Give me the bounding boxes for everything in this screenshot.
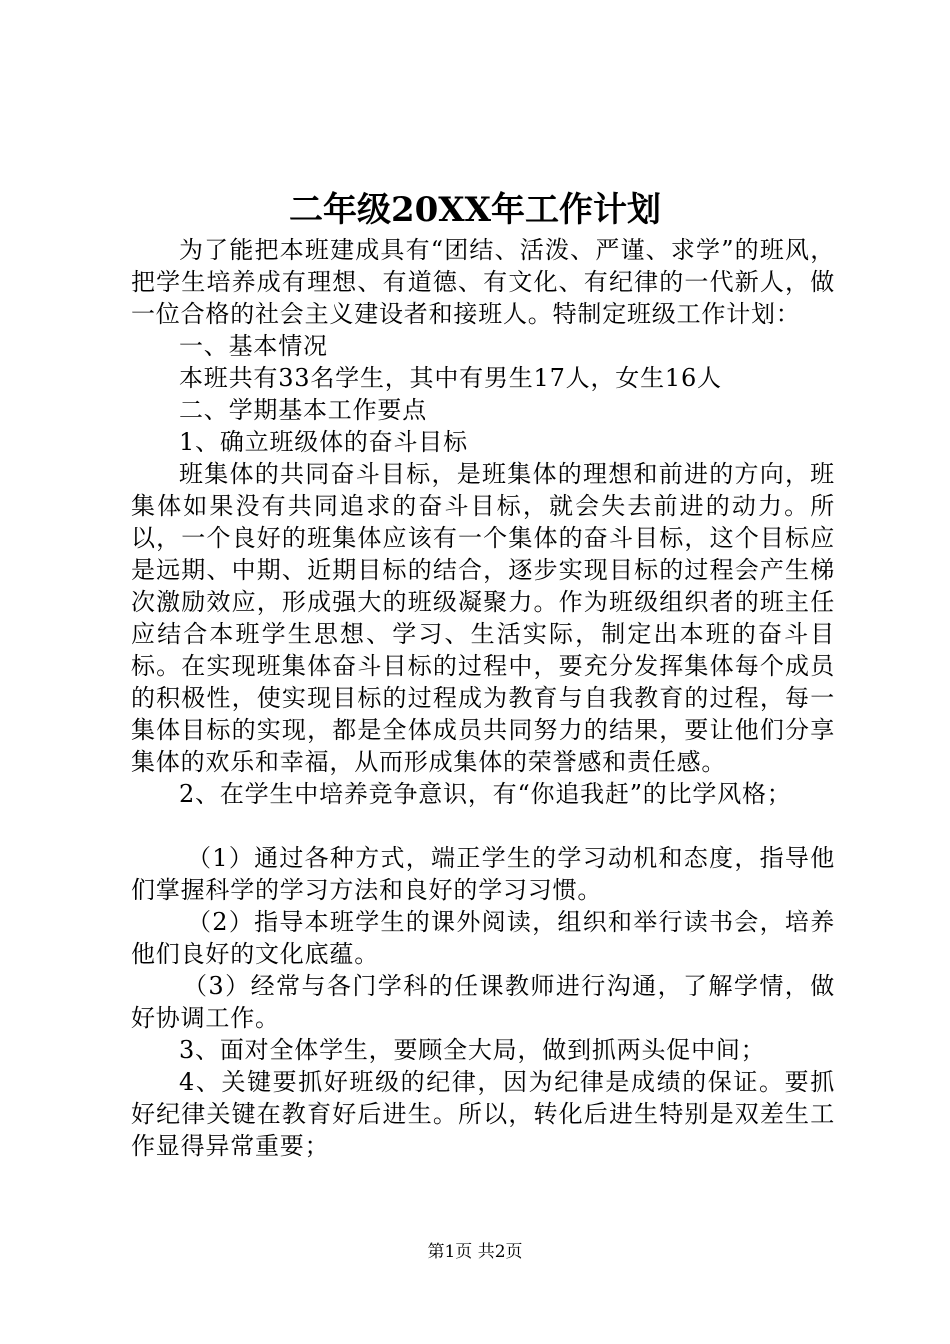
sub-item-2: （2）指导本班学生的课外阅读，组织和举行读书会，培养他们良好的文化底蕴。 [131,908,835,968]
section-heading-key-points: 二、学期基本工作要点 [179,396,427,424]
sub-item-1: （1）通过各种方式，端正学生的学习动机和态度，指导他们掌握科学的学习方法和良好的学习习惯。 [131,844,835,904]
document-body [131,234,835,1162]
item-1-heading: 1、确立班级体的奋斗目标 [179,428,468,456]
item-3-paragraph: 3、面对全体学生，要顾全大局，做到抓两头促中间； [179,1036,766,1064]
page-footer: 第1页 共2页 [427,1242,523,1262]
intro-paragraph: 为了能把本班建成具有“团结、活泼、严谨、求学”的班风，把学生培养成有理想、有道德、有文化、有纪律的一代新人，做一位合格的社会主义建设者和接班人。特制定班级工作计划： [131,236,835,328]
blank-line [131,810,835,842]
sub-item-3: （3）经常与各门学科的任课教师进行沟通，了解学情，做好协调工作。 [131,972,835,1032]
basic-info-paragraph: 本班共有33名学生，其中有男生17人，女生16人 [179,364,722,392]
item-2-heading: 2、在学生中培养竞争意识，有“你追我赶”的比学风格； [179,780,792,808]
item-4-paragraph: 4、关键要抓好班级的纪律，因为纪律是成绩的保证。要抓好纪律关键在教育好后进生。所以，转化后进生特别是双差生工作显得异常重要； [131,1068,835,1160]
section-heading-basic: 一、基本情况 [179,332,328,360]
item-1-paragraph: 班集体的共同奋斗目标，是班集体的理想和前进的方向，班集体如果没有共同追求的奋斗目标，就会失去前进的动力。所以，一个良好的班集体应该有一个集体的奋斗目标，这个目标应是远期、中期、近期目标的结合，逐步实现目标的过程会产生梯次激励效应，形成强大的班级凝聚力。作为班级组织者的班主任应结合本班学生思想、学习、生活实际，制定出本班的奋斗目标。在实现班集体奋斗目标的过程中，要充分发挥集体每个成员的积极性，使实现目标的过程成为教育与自我教育的过程，每一集体目标的实现，都是全体成员共同努力的结果，要让他们分享集体的欢乐和幸福，从而形成集体的荣誉感和责任感。 [131,460,835,776]
document-title: 二年级20XX年工作计划 [288,190,662,230]
